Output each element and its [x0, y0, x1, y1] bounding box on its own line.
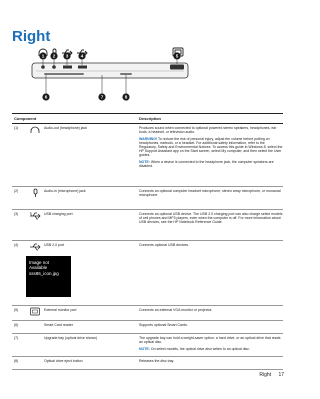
row-icon-cell — [26, 306, 44, 320]
component-name-text: Optical drive eject button — [44, 359, 83, 363]
component-name — [44, 124, 139, 186]
description-text: Supports optional Smart Cards. — [139, 323, 188, 327]
component-description — [139, 241, 283, 305]
description-text: Connects optional USB devices. — [139, 243, 189, 247]
component-name — [44, 210, 139, 240]
page-title: Right — [12, 28, 51, 45]
component-name-text: Upgrade bay (optical drive shown) — [44, 336, 98, 340]
components-table — [12, 113, 283, 370]
row-icon-cell — [26, 357, 44, 369]
usb-icon — [29, 242, 41, 252]
component-name-text: USB charging port — [44, 212, 73, 216]
description-paragraph — [139, 308, 283, 312]
description-paragraph — [139, 336, 283, 344]
description-paragraph — [139, 126, 283, 134]
description-text: Produces sound when connected to optional powered stereo speakers, headphones, ear buds, a headset, or television audio. — [139, 126, 277, 135]
table-row — [12, 241, 283, 305]
description-text: To reduce the risk of personal injury, adjust the volume before putting on headphones, earbuds, or a headset. For additional safety information, refer to the Regulatory, Safety and Environmental Notices. To access this guide in Windows 8, select the HP Support Assistant app on the Start screen, select My computer, and then select the User guides. — [139, 136, 283, 158]
description-paragraph — [139, 347, 283, 351]
component-name — [44, 334, 139, 356]
component-name-text: USB 2.0 port — [44, 243, 65, 247]
component-name-text: Audio-in (microphone) jack — [44, 189, 86, 193]
description-text: Connects an external VGA monitor or projector. — [139, 308, 213, 312]
component-description — [139, 306, 283, 320]
page-footer — [253, 372, 284, 378]
svg-text:1: 1 — [41, 53, 45, 59]
description-text: Releases the disc tray. — [139, 359, 175, 363]
callout-4 — [78, 52, 85, 59]
callout-1 — [39, 52, 46, 59]
description-text: When a device is connected to the headphone jack, the computer speakers are disabled. — [139, 159, 274, 168]
row-number: (8) — [14, 359, 19, 363]
row-icon-cell — [26, 321, 44, 333]
component-description — [139, 357, 283, 369]
component-name-text: Smart Card reader — [44, 323, 73, 327]
microphone-icon — [29, 188, 41, 198]
row-icon-cell — [26, 334, 44, 356]
description-text: Connects an optional USB device. The USB 2.0 charging port can also charge select models of cell phones and MP3 players, even when the computer is off. For more information about USB devices, see the HP Notebook Reference Guide. — [139, 212, 283, 225]
row-number: (3) — [14, 212, 19, 216]
right-side-diagram — [30, 44, 190, 106]
callout-7 — [98, 93, 105, 100]
table-row — [12, 124, 283, 186]
component-name-text: Audio-out (headphone) jack — [44, 126, 88, 130]
description-paragraph — [139, 212, 283, 225]
svg-text:4: 4 — [80, 53, 84, 59]
note-label: WARNING! — [139, 136, 158, 141]
description-paragraph — [139, 359, 283, 363]
row-icon-cell — [26, 187, 44, 209]
description-text: The upgrade bay can hold a weight-saver option, a hard drive, or an optical drive that reads an optical disc. — [139, 336, 281, 345]
table-row — [12, 357, 283, 369]
table-row — [12, 210, 283, 240]
table-row — [12, 321, 283, 333]
svg-text:8: 8 — [124, 94, 128, 100]
component-description — [139, 321, 283, 333]
svg-text:5: 5 — [175, 53, 179, 59]
description-text: On select models, the optical drive also writes to an optical disc. — [150, 346, 250, 351]
callout-2 — [50, 52, 57, 59]
table-row — [12, 306, 283, 320]
component-description — [139, 210, 283, 240]
table-row — [12, 187, 283, 209]
component-name — [44, 321, 139, 333]
usb-charging-icon — [29, 211, 41, 221]
svg-text:3: 3 — [65, 53, 69, 59]
table-header — [12, 114, 283, 123]
callout-8 — [122, 93, 129, 100]
note-label: NOTE: — [139, 346, 150, 351]
image-not-available-placeholder: Image not Available sss86_icon.jpg — [26, 256, 71, 297]
row-icon-cell — [26, 124, 44, 186]
row-number: (2) — [14, 189, 19, 193]
description-paragraph — [139, 137, 283, 158]
row-number: (6) — [14, 323, 19, 327]
description-paragraph — [139, 189, 283, 197]
description-paragraph — [139, 243, 283, 247]
note-label: NOTE: — [139, 159, 150, 164]
row-number: (7) — [14, 336, 19, 340]
monitor-port-icon — [29, 307, 41, 317]
row-icon-cell — [26, 210, 44, 240]
component-name — [44, 306, 139, 320]
component-name — [44, 357, 139, 369]
headphone-icon — [29, 125, 41, 135]
component-description — [139, 124, 283, 186]
footer-page-number: 17 — [278, 372, 284, 378]
row-number: (1) — [14, 126, 19, 130]
header-description: Description — [139, 116, 162, 121]
description-paragraph — [139, 323, 283, 327]
row-number: (4) — [14, 243, 19, 247]
component-name-text: External monitor port — [44, 308, 77, 312]
row-divider — [12, 369, 283, 370]
header-component: Component — [14, 116, 37, 121]
table-row — [12, 334, 283, 356]
svg-text:2: 2 — [52, 53, 56, 59]
description-text: Connects an optional computer headset microphone, stereo array microphone, or monaural microphone. — [139, 189, 281, 198]
component-description — [139, 334, 283, 356]
footer-section: Right — [259, 372, 272, 378]
svg-text:6: 6 — [44, 94, 48, 100]
callout-5 — [173, 52, 180, 59]
callout-6 — [42, 93, 49, 100]
component-name — [29, 241, 139, 305]
component-description — [139, 187, 283, 209]
component-name — [44, 187, 139, 209]
description-paragraph — [139, 160, 283, 168]
row-number: (5) — [14, 308, 19, 312]
svg-text:7: 7 — [100, 94, 104, 100]
callout-3 — [63, 52, 70, 59]
